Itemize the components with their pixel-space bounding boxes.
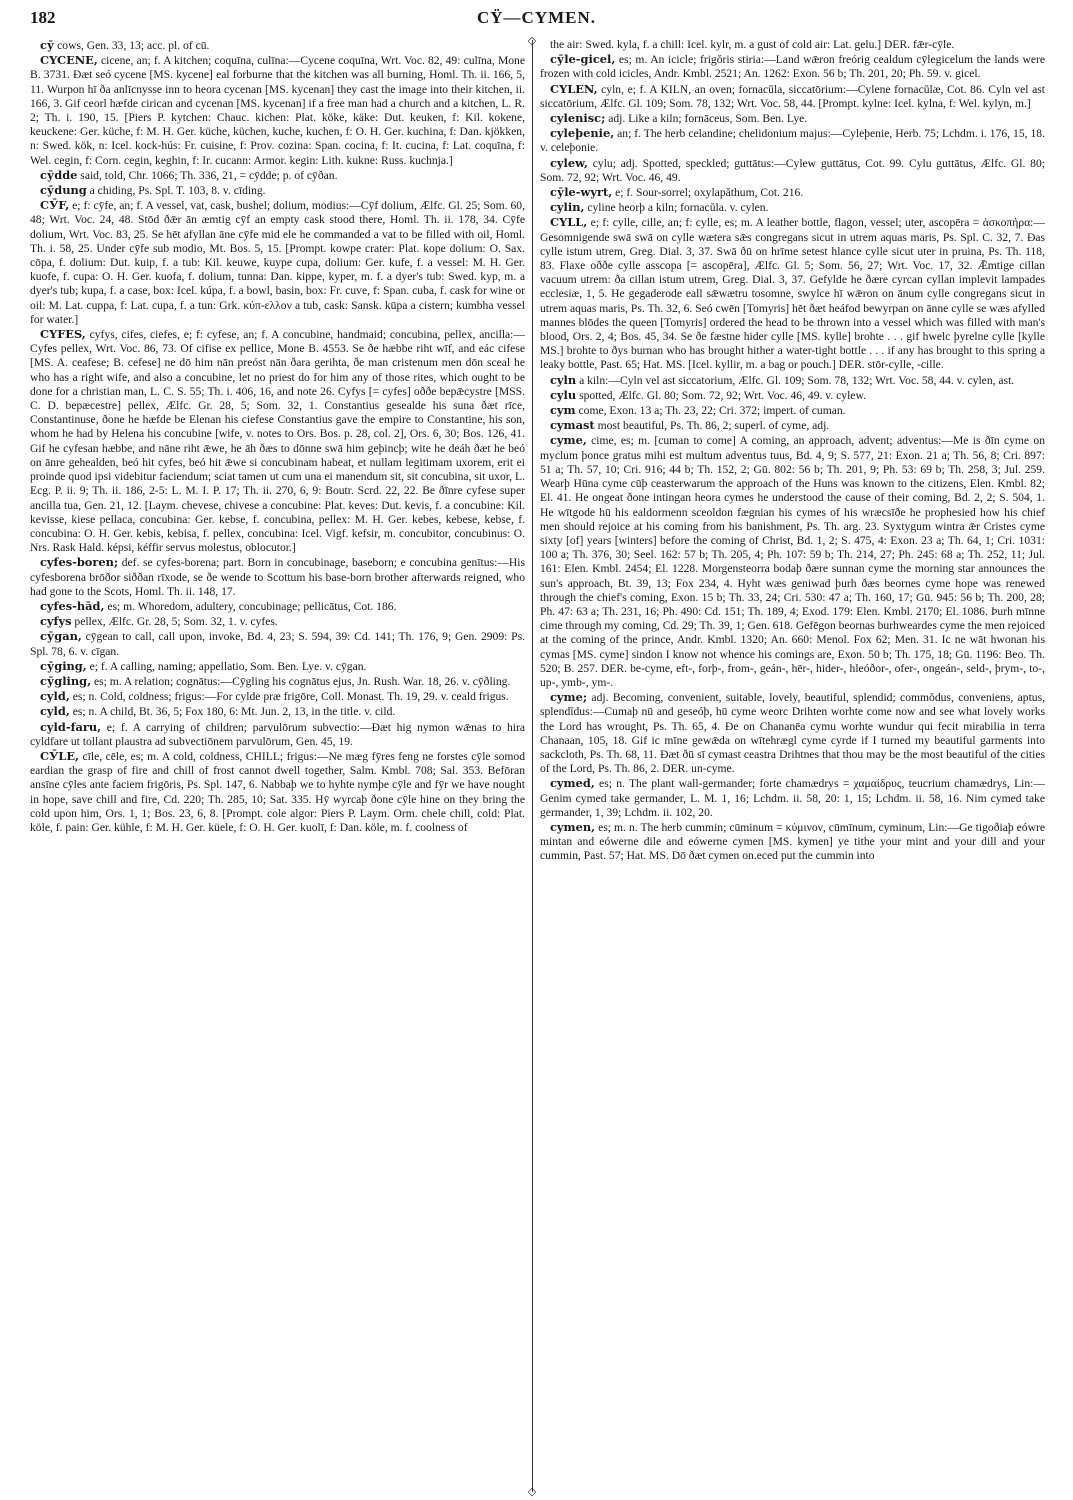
dictionary-entry <box>540 38 1045 52</box>
entry-headword: cymed, <box>550 776 595 791</box>
dictionary-entry <box>30 555 525 599</box>
dictionary-entry <box>540 403 1045 418</box>
entry-headword: cylu <box>550 387 577 402</box>
entry-definition: es; n. A child, Bt. 36, 5; Fox 180, 6: Mt. Jun. 2, 13, in the title. v. cild. <box>69 705 396 719</box>
dictionary-entry <box>30 327 525 555</box>
entry-definition: cows, Gen. 33, 13; acc. pl. of cū. <box>54 39 210 52</box>
column-divider <box>532 40 533 1492</box>
entry-definition: cīle, cēle, es; m. A cold, coldness, CHILL; frigus:—Ne mæg fӯres feng ne forstes cӯle somod eardian the grasp of fire and chill of frost cannot dwell together, Salm. Kmbl. 708; Sal. 353. Befōran ansīne cӯles ante faciem frigōris, Ps. Spl. 147, 6. Nabbaþ we to hyhte nymþe cӯle and fӯr we have nought in hope, save chill and fire, Cd. 220; Th. 285, 10; Sat. 335. Hӯ wyrcaþ ðone cӯle hine on they bring the cold upon him, Ors. 1, 1; Bos. 23, 6, 8. [Prompt. cole algor: Piers P. Laym. Orm. chele chill, cold: Plat. köle, f. pain: Ger. kühle, f: M. H. Ger. küele, f: O. H. Ger. kuolī, f: Dan. köle, m. f. coolness of <box>30 749 525 834</box>
entry-definition: cicene, an; f. A kitchen; coquīna, culīna:—Cycene coquīna, Wrt. Voc. 82, 49: culīna, Mone B. 3731. Ðæt seó cycene [MS. kycene] eal forburne that the kitchen was all burning, Homl. Th. ii. 166, 5, 11. Wurpon hī ða anlīcnysse inn to heora cycenan [MS. kycenan] they cast the image into their kitchen, ii. 166, 3. Gif ceorl hæfde cirican and cycenan [MS. kycenan] if a free man had a church and a kitchen, L. R. 2; Th. i. 190, 15. [Piers P. kytchen: Chauc. kichen: Plat. köke, käke: Dut. keuken, f: Kil. kokene, keuckene: Ger. küche, f: M. H. Ger. küche, küchen, kuche, kuchen, f: O. H. Ger. kuchina, f: Dan. kjökken, n: Swed. kök, n: Icel. kock-hús: Fr. cuisine, f: Prov. cozina: Span. cocina, f: It. cucina, f: Lat. coquīna, f: Wel. cegin, f: Corn. cegin, keghin, f: Ir. cucann: Armor. kegin: Lith. kukne: Russ. kuchnja.] <box>30 54 525 167</box>
entry-definition: an; f. The herb celandine; chelidonium majus:—Cyleþenie, Herb. 75; Lchdm. i. 176, 15, 18. v. celeþonie. <box>540 127 1045 155</box>
entry-definition: the air: Swed. kyla, f. a chill: Icel. kylr, m. a gust of cold air: Lat. gelu.] DER. fǣr-cӯle. <box>550 38 955 51</box>
dictionary-entry <box>540 418 1045 433</box>
entry-headword: cyfes-hād, <box>40 598 105 613</box>
entry-headword: cyln <box>550 372 577 387</box>
entry-headword: cymast <box>550 418 595 433</box>
entry-headword: cyleþenie, <box>550 126 615 141</box>
entry-definition: e; f: cylle, cille, an; f: cylle, es; m. A leather bottle, flagon, vessel; uter, ascopēra = ἀσκοπήρα:—Gesomnigende swā swā on cylle wætera sǣs congregans sicut in utrem aquas maris, Ps. Spl. C. 32, 7. Ðas cylle istum utrem, Greg. Dial. 3, 37. Swā ðū on hrīme setest hlance cylle sicut uter in pruina, Ps. Th. 118, 83. Flaxe oððe cylle asscopa [= ascopēra], Ælfc. Gl. 5; Som. 56, 27; Wrt. Voc. 17, 32. Ǣmtige cillan vacuum utrem: ða cillan istum utrem, Greg. Dial. 3, 37. Gefylde he ðære cyrcan cyllan implevit lampades ecclesiæ, 1, 5. He gegaderode eall sǣwætru tosomne, swylce hī wǣron on ānum cylle congregans sicut in utrem aquas maris, Ps. Th. 32, 6. Seó cwēn [Tomyris] hēt ðæt heáfod bewyrpan on ānne cylle se wæs afylled mannes blōdes the queen [Tomyris] ordered the head to be thrown into a vessel which was filled with man's blood, Ors. 2, 4; Bos. 45, 34. Se ðe fæstne hider cylle [MS. kylle] brohte . . . gif hwelc þyrelne cylle [kylle MS.] brohte to ðys burnan who has brought hither a water-tight bottle . . . if any has brought to this spring a leaky bottle, Past. 65; Hat. MS. [Icel. kyllir, m. a bag or pouch.] DER. stōr-cylle, -cille. <box>540 216 1045 372</box>
dictionary-entry <box>30 629 525 658</box>
dictionary-entry <box>540 215 1045 372</box>
entry-definition: cylu; adj. Spotted, speckled; guttātus:—Cylew guttātus, Cot. 99. Cylu guttātus, Ælfc. Gl. 80; Som. 72, 92; Wrt. Voc. 46, 49. <box>540 156 1045 184</box>
entry-headword: cӯgling, <box>40 673 92 688</box>
dictionary-entry <box>540 200 1045 215</box>
entry-definition: e; f. A carrying of children; parvulōrum subvectio:—Ðæt hig nymon wǣnas to hira cyldfare ut tollant plaustra ad subvectiōnem parvulōrum, Gen. 45, 19. <box>30 720 525 748</box>
entry-definition: adj. Becoming, convenient, suitable, lovely, beautiful, splendid; commŏdus, conveniens, aptus, splendĭdus:—Cumaþ nū and geseóþ, hū cyme weorc Drihten worhte come now and see what lovely works the Lord has wrought, Ps. Th. 65, 4. Ðe on Chananēa cymu worhte wundur qui fecit mirabilia in terra Chanaan, 105, 18. Gif ic mīne gewǣda on wītehrægl cyme cyrde if I turned my beautiful garments into sackcloth, Ps. Th. 68, 11. Ðæt ðū sī cymast ceastra Drihtnes that thou may be the most beautiful of the cities of the Lord, Ps. Th. 86, 2. DER. un-cyme. <box>540 691 1045 776</box>
entry-headword: cylenisc; <box>550 111 606 126</box>
running-title: CŸ—CYMEN. <box>476 8 597 27</box>
entry-definition: pellex, Ælfc. Gr. 28, 5; Som. 32, 1. v. cyfes. <box>71 615 278 629</box>
dictionary-entry <box>30 704 525 719</box>
entry-definition: cime, es; m. [cuman to come] A coming, an approach, advent; adventus:—Me is ðīn cyme on myclum þonce gratus mihi est multum adventus tuus, Bd. 4, 9; S. 577, 21: Exon. 21 a; Th. 56, 8; Cri. 897: 51 a; Th. 57, 10; Cri. 916; 44 b; Th. 152, 2; Gū. 802: 56 b; Th. 201, 9; Ph. 53: 69 b; Th. 258, 3; Jul. 259. Wearþ Hūna cyme cūþ ceasterwarum the approach of the Huns was known to the citizens, Elen. Kmbl. 82; El. 41. He ongeat ðone intingan heora cymes he understood the cause of their coming, Bd. 2, 2; S. 504, 1. He wītgode hū his ealdormenn sceoldon fægnian his cymes of his wræcsīðe he prophesied how his chief men should rejoice at his coming from his banishment, Ps. Th. arg. 23. Syxtygum wintra ǣr Cristes cyme sixty [of] years [winters] before the coming of Christ, Bd. 1, 2; S. 475, 4: Exon. 23 a; Th. 64, 1; Cri. 1031: 100 a; Th. 376, 30; Seel. 162: 57 b; Th. 205, 4; Ph. 107: 59 b; Th. 214, 27; Ph. 245: 68 a; Th. 252, 11; Jul. 161: Elen. Kmbl. 2454; El. 1228. Morgensteorra bodaþ ðære sunnan cyme the morning star announces the sun's approach, Bt. 39, 13; Fox 234, 4. Hyht wæs geniwad þurh ðæs beornes cyme hope was renewed through the chief's coming, Exon. 15 b; Th. 33, 24; Cri. 530: 47 a; Th. 160, 17; Gū. 945: 56 b; Th. 200, 28; Ph. 47: 63 a; Th. 231, 16; Ph. 490: Cd. 151; Th. 189, 4; Exod. 179: Elen. Kmbl. 2170; El. 1086. Þurh mīnne cime through my coming, Cd. 29; Th. 39, 1; Gen. 618. Gefēgon beornas burhweardes cyme the men rejoiced at the coming of the prince, Andr. Kmbl. 1320; An. 660: Menol. Fox 62; Men. 31. Ic ne wāt hwonan his cymas [MS. cyme] sindon I know not whence his comings are, Exon. 50 b; Th. 175, 18; Gū. 1196: Beo. Th. 520; B. 257. DER. be-cyme, eft-, forþ-, from-, geán-, hēr-, hider-, hleóðor-, ofer-, ongeán-, seld-, þrym-, to-, up-, ymb-, ym-. <box>540 434 1045 689</box>
column-rule-ornament-top: ◇ <box>527 35 537 47</box>
entry-headword: cӯgan, <box>40 629 82 644</box>
dictionary-entry <box>30 198 525 327</box>
entry-headword: cymen, <box>550 819 596 834</box>
entry-definition: said, told, Chr. 1066; Th. 336, 21, = cӯdde; p. of cӯðan. <box>77 168 338 182</box>
entry-definition: def. se cyfes-borena; part. Born in concubinage, baseborn; e concubina genītus:—His cyfesborena brōðor siððan rīxode, se ðe wende to Scottum his base-born brother afterwards reigned, who had gone to the Scots, Homl. Th. ii. 148, 17. <box>30 556 525 598</box>
entry-headword: cӯle-wyrt, <box>550 185 613 200</box>
dictionary-entry <box>540 820 1045 864</box>
entry-headword: CYFES, <box>40 327 86 342</box>
entry-definition: es; m. A relation; cognātus:—Cӯgling his cognātus ejus, Jn. Rush. War. 18, 26. v. cӯðling. <box>91 674 511 688</box>
dictionary-entry <box>30 689 525 704</box>
dictionary-entry <box>30 674 525 689</box>
entry-headword: cyfys <box>40 614 72 629</box>
entry-definition: a chiding, Ps. Spl. T. 103, 8. v. cīding. <box>86 184 266 198</box>
dictionary-entry <box>540 111 1045 126</box>
entry-definition: es; n. The plant wall-germander; forte chamædrys = χαμαίδρυς, teucrium chamædrys, Lin:—Genim cymed take germander, L. M. 1, 16; Lchdm. ii. 58, 20: 1, 15; Lchdm. ii. 58, 16. Nim cymed take germander, 1, 39; Lchdm. ii. 102, 20. <box>540 777 1045 819</box>
dictionary-entry <box>30 168 525 183</box>
entry-definition: cӯgean to call, call upon, invoke, Bd. 4, 23; S. 594, 39: Cd. 141; Th. 176, 9; Gen. 2909: Ps. Spl. 78, 6. v. cīgan. <box>30 630 525 658</box>
entry-headword: cӯdde <box>40 167 78 182</box>
entry-definition: cyfys, cifes, ciefes, e; f: cyfese, an; f. A concubine, handmaid; concubina, pellex, ancilla:—Cyfes pellex, Wrt. Voc. 86, 73. Of cifise ex pellice, Mone B. 4553. Se ðe hæbbe riht wīf, and eác cifese [MS. A. ceafese; B. cefese] ne dō him nān preóst nān ðara gerihta, ðe man cristenum men dōn sceal he who has a right wife, and also a concubine, let no priest do for him any of those rites, which ought to be done for a christian man, L. C. S. 55; Th. i. 406, 16, and note 26. Cyfys [= cyfes] oððe bepǣcystre [MSS. C. D. bepæcestre] pellex, Ælfc. Gr. 28, 5; Som. 32, 1. Constantius gesealde his suna ðæt rīce, Constantinuse, ðone he hæfde be Elenan his ciefese Constantius gave the empire to Constantine, his son, whom he had by Helena his concubine [wife, v. notes to Ors. Bos. p. 28, col. 2], Ors. 6, 30; Bos. 126, 41. Gif he cyfesan hæbbe, and nāne riht ǣwe, he āh ðæs to dōnne swā him geþincþ; wite he deáh ðæt he beó on ānre gehealden, beó hit cyfes, beó hit ǣwe si concubinam habeat, et nullam legitimam uxorem, erit ei proinde quod ipsi videbitur faciendum; sciat tamen ut cum una ei manendum sit, sit concubina, sit uxor, L. Ecg. P. ii. 9; Th. ii. 186, 2-5: L. M. I. P. 17; Th. ii. 270, 6, 9: Boutr. Scrd. 22, 22. Be ðīnre cyfese super ancilla tua, Gen. 21, 12. [Laym. chevese, chivese a concubine: Plat. keves: Dut. kevis, f. a concubine: Kil. kevisse, kiese pellaca, concubina: Ger. kebse, f. concubina, pellex: M. H. Ger. kebes, kebese, kebse, f. concubina: O. H. Ger. kebis, kebisa, f. pellex, concubina: Icel. Vigf. kefsir, m. concubitor, concubinus: O. Nrs. Rask Hald. képsi, kéffir servus molestus, oblocutor.] <box>30 328 525 555</box>
entry-headword: cyld-faru, <box>40 719 102 734</box>
entry-definition: a kiln:—Cyln vel ast siccatorium, Ælfc. Gl. 109; Som. 78, 132; Wrt. Voc. 58, 44. v. cylen, ast. <box>576 373 1015 387</box>
entry-headword: cӯging, <box>40 658 87 673</box>
entry-headword: cyld, <box>40 689 70 704</box>
dictionary-entry <box>540 776 1045 820</box>
dictionary-entry <box>540 373 1045 388</box>
entry-headword: cyld, <box>40 704 70 719</box>
dictionary-entry <box>30 38 525 53</box>
entry-headword: cym <box>550 403 576 418</box>
page-header <box>30 8 1043 32</box>
entry-definition: e; f: cӯfe, an; f. A vessel, vat, cask, bushel; dolium, modius:—Cӯf dolium, Ælfc. Gl. 25; Som. 60, 48; Wrt. Voc. 24, 48. Stōd ðǣr ān æmtig cӯf an empty cask stood there, Homl. Th. ii. 178, 34. Cӯfe dolium, Wrt. Voc. 83, 25. Se hēt afyllan āne cӯfe mid ele he commanded a vat to be filled with oil, Homl. Th. i. 58, 25. Under cӯfe sub modio, Mt. Bos. 5, 15. [Prompt. kowpe crater: Plat. kope dolium: O. Sax. cōpa, f. dolium: Dut. kuip, f. a tub: Kil. keuwe, kuype cupa, dolium: Ger. kufe, f. a vessel: M. H. Ger. kuofe, f. cupa: O. H. Ger. kuofa, f. dolium, tunna: Dan. kippe, kyper, m. f. a dyer's tub: Swed. kyp, m. a dyer's tub; kupa, f. a case, box: Icel. kúpa, f. a bowl, basin, box: Fr. cuve, f: Span. cuba, f. cask for wine or oil: M. Lat. cuppa, f: Lat. cupa, f. a tun: Grk. κύπ-ελλον a tub, cask: Sansk. kūpa a cistern; kumbha vessel for water.] <box>30 199 525 326</box>
entry-definition: e; f. Sour-sorrel; oxylapăthum, Cot. 216. <box>612 186 804 200</box>
entry-definition: adj. Like a kiln; fornāceus, Som. Ben. Lye. <box>605 112 808 126</box>
dictionary-entry <box>30 749 525 835</box>
entry-headword: cӯdung <box>40 183 87 198</box>
dictionary-entry <box>540 185 1045 200</box>
dictionary-entry <box>540 52 1045 81</box>
dictionary-entry <box>30 53 525 168</box>
entry-headword: cӯle-gicel, <box>550 52 616 67</box>
dictionary-entry <box>540 690 1045 776</box>
entry-headword: CӮLE, <box>40 748 79 763</box>
entry-definition: es; n. Cold, coldness; frigus:—For cylde præ frigōre, Coll. Monast. Th. 19, 29. v. ceald frigus. <box>69 690 509 704</box>
dictionary-entry <box>540 126 1045 155</box>
entry-headword: CYLL, <box>550 215 588 230</box>
dictionary-entry <box>540 82 1045 111</box>
column-rule-ornament-bottom: ◇ <box>527 1486 537 1498</box>
dictionary-entry <box>30 183 525 198</box>
right-column <box>540 38 1045 1494</box>
left-column <box>30 38 525 1494</box>
entry-headword: CYLEN, <box>550 81 598 96</box>
page-number: 182 <box>30 8 56 27</box>
dictionary-entry <box>30 614 525 629</box>
entry-definition: es; m. n. The herb cummin; cūminum = κύμινον, cūmīnum, cyminum, Lin:—Ge tigoðiaþ eówre mintan and eówerne dile and eówerne cymen [MS. kymen] ye tithe your mint and your dill and your cummin, Past. 57; Hat. MS. Dō ðæt cymen on.eced put the cummin into <box>540 820 1045 863</box>
entry-definition: es; m. Whoredom, adultery, concubinage; pellicātus, Cot. 186. <box>104 599 397 613</box>
dictionary-entry <box>30 599 525 614</box>
entry-definition: es; m. An icicle; frigŏris stiria:—Land wǣron freórig cealdum cӯlegicelum the lands were frozen with cold icicles, Andr. Kmbl. 2521; An. 1262: Exon. 56 b; Th. 201, 20; Ph. 59. v. gicel. <box>540 53 1045 81</box>
dictionary-entry <box>540 388 1045 403</box>
entry-headword: cylin, <box>550 200 585 215</box>
dictionary-entry <box>540 156 1045 185</box>
entry-definition: spotted, Ælfc. Gl. 80; Som. 72, 92; Wrt. Voc. 46, 49. v. cylew. <box>576 388 866 402</box>
entry-headword: cyme, <box>550 433 587 448</box>
dictionary-entry <box>30 720 525 749</box>
entry-headword: cyme; <box>550 690 588 705</box>
entry-definition: e; f. A calling, naming; appellatio, Som. Ben. Lye. v. cӯgan. <box>86 659 367 673</box>
entry-headword: cylew, <box>550 155 588 170</box>
dictionary-entry <box>30 659 525 674</box>
entry-definition: cyln, e; f. A KILN, an oven; fornacŭla, siccatōrium:—Cylene fornacŭlæ, Cot. 86. Cyln vel ast siccatōrium, Ælfc. Gl. 109; Som. 78, 132; Wrt. Voc. 58, 44. [Prompt. kylne: Icel. kylna, f: Wel. kylyn, m.] <box>540 82 1045 110</box>
entry-headword: CӮF, <box>40 198 70 213</box>
entry-definition: come, Exon. 13 a; Th. 23, 22; Cri. 372; impert. of cuman. <box>575 404 846 418</box>
entry-headword: CYCENE, <box>40 53 98 68</box>
dictionary-entry <box>540 433 1045 690</box>
entry-definition: most beautiful, Ps. Th. 86, 2; superl. of cyme, adj. <box>594 419 830 433</box>
entry-headword: cyfes-boren; <box>40 555 119 570</box>
entry-headword: cӯ <box>40 38 55 52</box>
entry-definition: cyline heorþ a kiln; fornacŭla. v. cylen. <box>584 201 769 215</box>
